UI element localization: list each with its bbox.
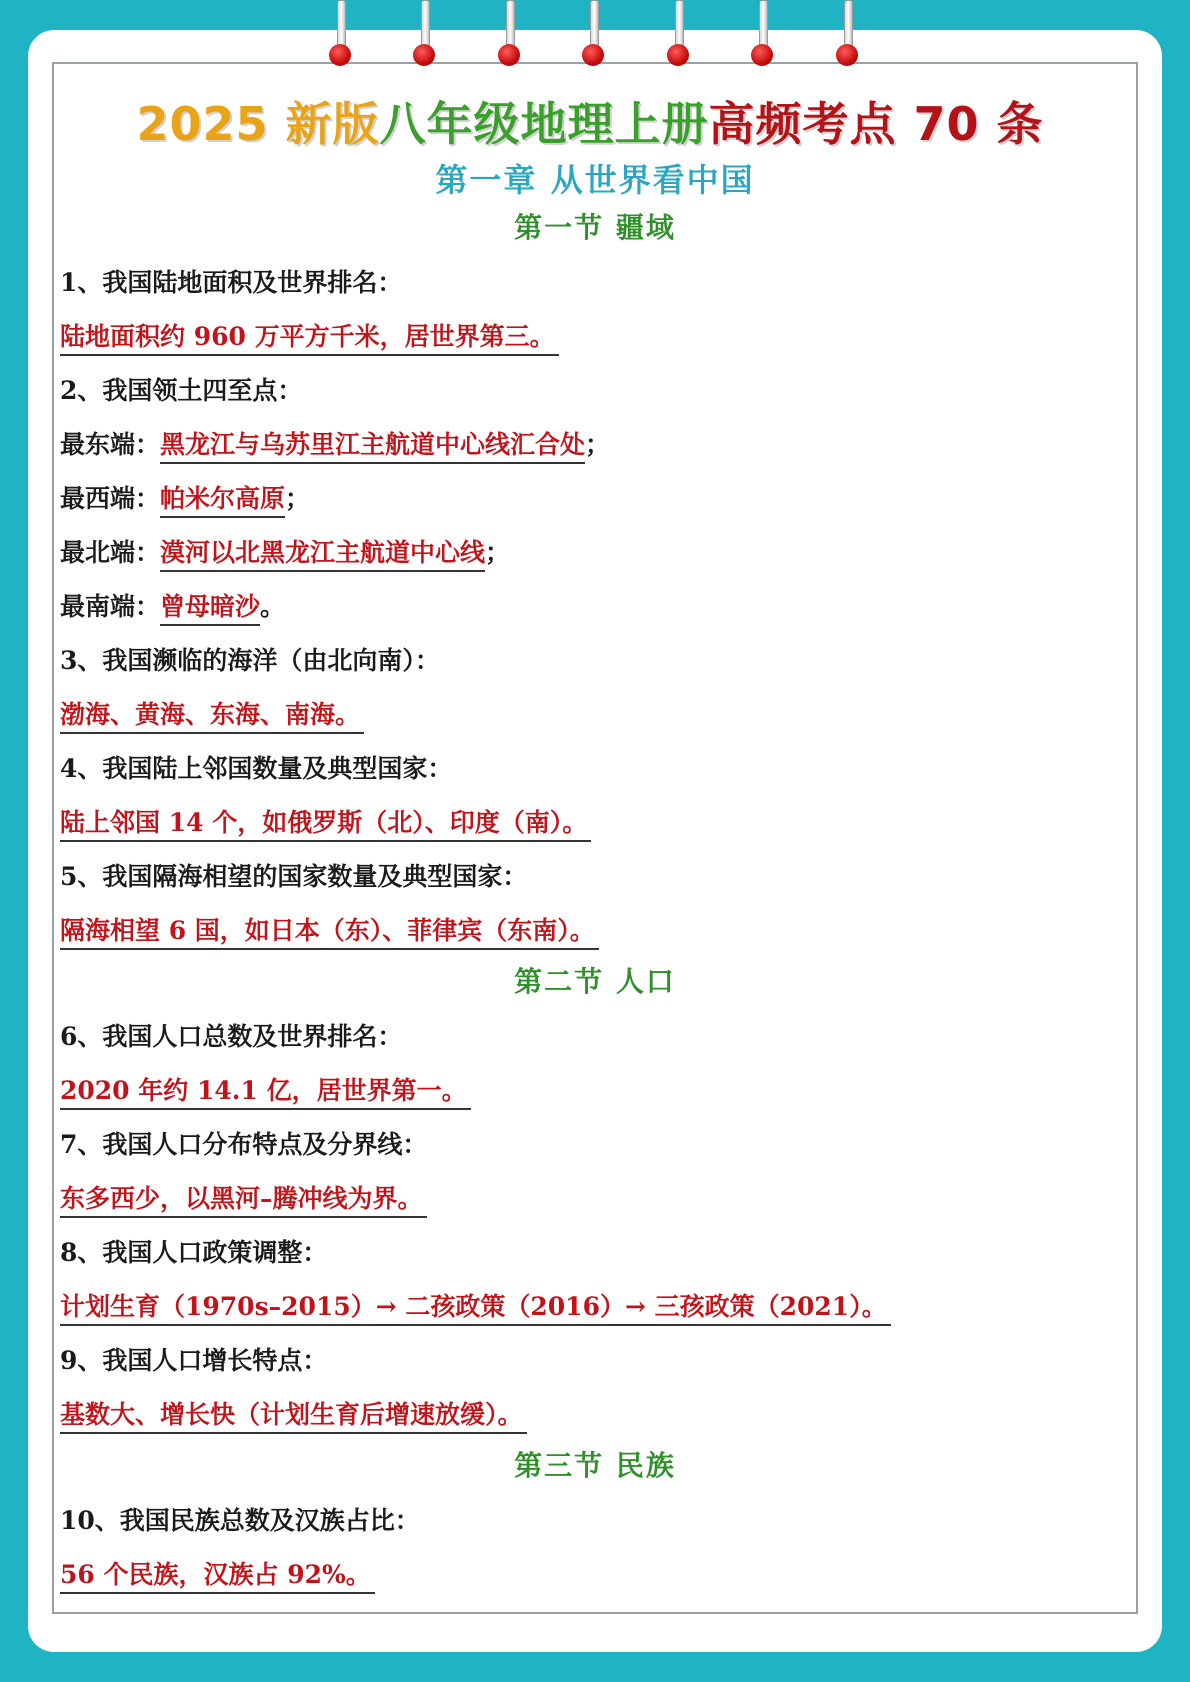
punctuation: ；	[485, 538, 511, 567]
answer-text: 曾母暗沙	[160, 590, 260, 626]
extreme-point-label: 最东端：	[60, 430, 161, 459]
question-text: 3、我国濒临的海洋（由北向南）：	[60, 646, 440, 675]
question-text: 10、我国民族总数及汉族占比：	[60, 1506, 420, 1535]
answer-text: 计划生育（1970s–2015）→ 二孩政策（2016）→ 三孩政策（2021）。	[60, 1290, 891, 1326]
binder-ring	[753, 0, 771, 74]
binder-rings	[0, 0, 1190, 80]
question-line	[60, 362, 1130, 416]
answer-text: 基数大、增长快（计划生育后增速放缓）。	[60, 1398, 527, 1434]
document-content	[60, 96, 1130, 1600]
answer-text: 东多西少，以黑河–腾冲线为界。	[60, 1182, 427, 1218]
punctuation: ；	[585, 430, 611, 459]
question-text: 6、我国人口总数及世界排名：	[60, 1022, 403, 1051]
question-line	[60, 740, 1130, 794]
question-text: 9、我国人口增长特点：	[60, 1346, 328, 1375]
punctuation: 。	[260, 592, 286, 621]
chapter-heading: 第一章 从世界看中国	[435, 161, 755, 199]
answer-text: 隔海相望 6 国，如日本（东）、菲律宾（东南）。	[60, 914, 599, 950]
title-part-points: 高频考点 70 条	[708, 97, 1044, 151]
answer-text: 陆地面积约 960 万平方千米，居世界第三。	[60, 320, 559, 356]
answer-text: 渤海、黄海、东海、南海。	[60, 698, 364, 734]
answer-text: 56 个民族，汉族占 92%。	[60, 1558, 375, 1594]
answer-line	[60, 308, 1130, 362]
answer-line	[60, 1546, 1130, 1600]
question-line	[60, 1008, 1130, 1062]
answer-line	[60, 1278, 1130, 1332]
extreme-point-line	[60, 578, 1130, 632]
question-line	[60, 1116, 1130, 1170]
question-text: 1、我国陆地面积及世界排名：	[60, 268, 403, 297]
punctuation: ；	[285, 484, 311, 513]
extreme-point-line	[60, 524, 1130, 578]
answer-line	[60, 686, 1130, 740]
answer-line	[60, 902, 1130, 956]
question-line	[60, 1332, 1130, 1386]
answer-text: 帕米尔高原	[160, 482, 285, 518]
binder-ring	[584, 0, 602, 74]
answer-line	[60, 1170, 1130, 1224]
section-heading: 第三节 民族	[514, 1449, 676, 1482]
section-heading: 第二节 人口	[514, 965, 676, 998]
answer-text: 陆上邻国 14 个，如俄罗斯（北）、印度（南）。	[60, 806, 591, 842]
binder-ring	[669, 0, 687, 74]
answer-text: 2020 年约 14.1 亿，居世界第一。	[60, 1074, 471, 1110]
page-title	[50, 96, 1130, 152]
question-line	[60, 254, 1130, 308]
answer-line	[60, 794, 1130, 848]
question-text: 2、我国领土四至点：	[60, 376, 303, 405]
title-part-year: 2025 新版	[136, 97, 380, 151]
extreme-point-line	[60, 416, 1130, 470]
question-text: 7、我国人口分布特点及分界线：	[60, 1130, 428, 1159]
extreme-point-label: 最南端：	[60, 592, 161, 621]
question-line	[60, 1492, 1130, 1546]
question-text: 8、我国人口政策调整：	[60, 1238, 328, 1267]
question-text: 4、我国陆上邻国数量及典型国家：	[60, 754, 453, 783]
answer-text: 黑龙江与乌苏里江主航道中心线汇合处	[160, 428, 585, 464]
binder-ring	[500, 0, 518, 74]
question-line	[60, 1224, 1130, 1278]
extreme-point-label: 最北端：	[60, 538, 161, 567]
question-line	[60, 848, 1130, 902]
answer-line	[60, 1386, 1130, 1440]
section-heading: 第一节 疆域	[514, 211, 676, 244]
extreme-point-line	[60, 470, 1130, 524]
binder-ring	[838, 0, 856, 74]
extreme-point-label: 最西端：	[60, 484, 161, 513]
question-line	[60, 632, 1130, 686]
answer-line	[60, 1062, 1130, 1116]
title-part-grade: 八年级地理上册	[379, 97, 709, 151]
question-text: 5、我国隔海相望的国家数量及典型国家：	[60, 862, 528, 891]
binder-ring	[331, 0, 349, 74]
answer-text: 漠河以北黑龙江主航道中心线	[160, 536, 485, 572]
binder-ring	[415, 0, 433, 74]
